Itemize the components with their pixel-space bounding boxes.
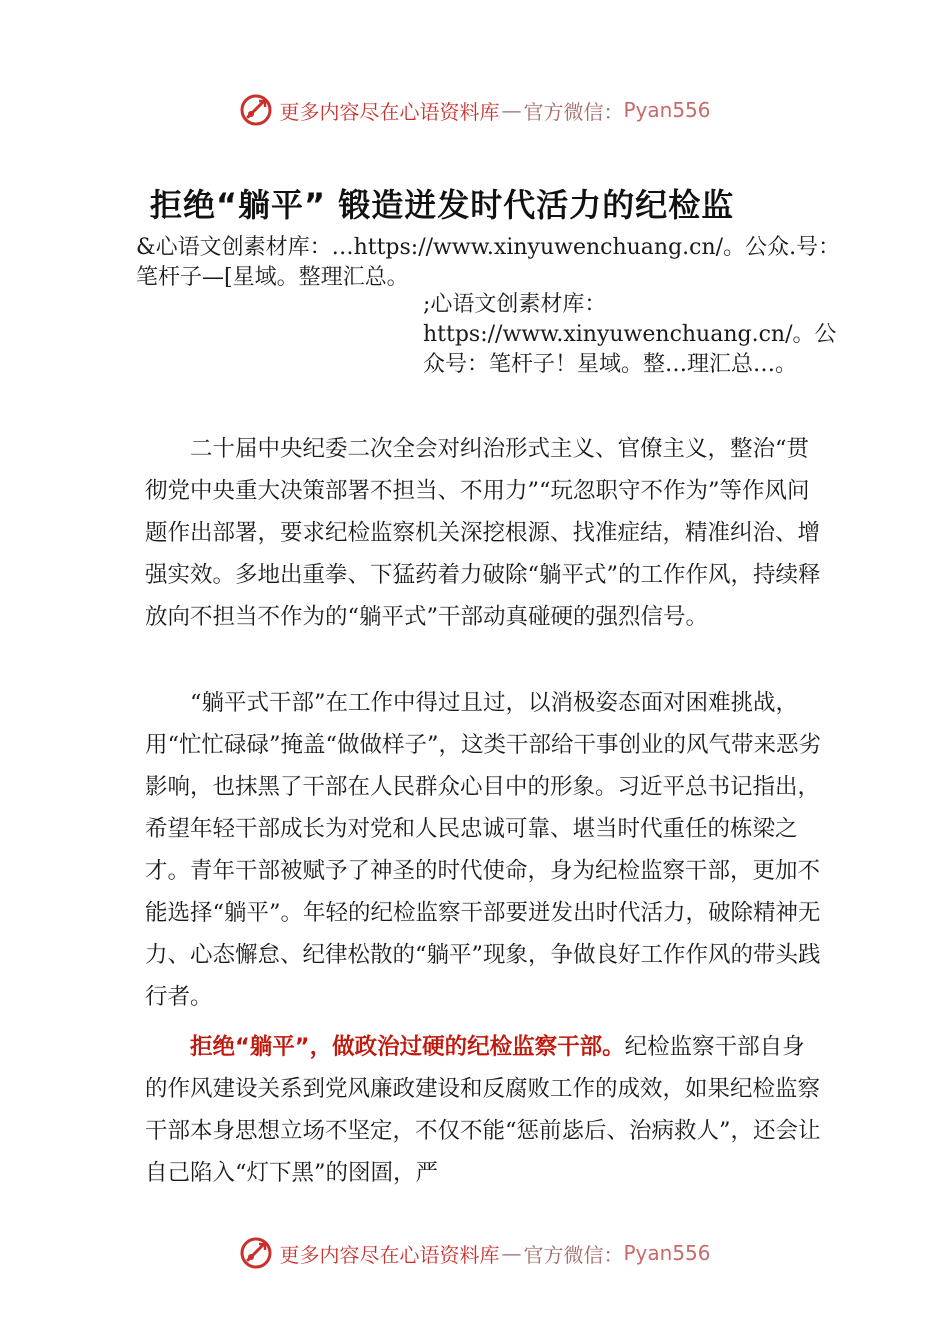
banner-text: 更多内容尽在心语资料库	[279, 1242, 500, 1267]
paragraph-3-text	[145, 1026, 825, 1194]
source-note-1: &心语文创素材库：…https://www.xinyuwenchuang.cn/。公众.号：笔杆子—[星域。整理汇总。	[136, 235, 841, 290]
banner-separator: —	[501, 98, 522, 122]
paragraph-3-highlight: 拒绝“躺平”，做政治过硬的纪检监察干部。	[190, 1034, 625, 1060]
banner-wechat-id: Pyan556	[623, 98, 711, 122]
paragraph-1-text: 二十届中央纪委二次全会对纠治形式主义、官僚主义，整治“贯彻党中央重大决策部署不担当、不用力”“玩忽职守不作为”等作风问题作出部署，要求纪检监察机关深挖根源、找准症结，精准纠治、增强实效。多地出重拳、下猛药着力破除“躺平式”的工作作风，持续释放向不担当不作为的“躺平式”干部动真碰硬的强烈信号。	[145, 436, 821, 630]
header-banner	[0, 90, 950, 130]
paragraph-2-text: “躺平式干部”在工作中得过且过，以消极姿态面对困难挑战，用“忙忙碌碌”掩盖“做做样子”，这类干部给干事创业的风气带来恶劣影响，也抹黑了干部在人民群众心目中的形象。习近平总书记指出，希望年轻干部成长为对党和人民忠诚可靠、堪当时代重任的栋梁之才。青年干部被赋予了神圣的时代使命，身为纪检监察干部，更加不能选择“躺平”。年轻的纪检监察干部要迸发出时代活力，破除精神无力、心态懈怠、纪律松散的“躺平”现象，争做良好工作作风的带头践行者。	[145, 690, 822, 1010]
logo-icon	[239, 1236, 273, 1270]
banner-wechat-label: 官方微信：	[523, 99, 624, 124]
banner-wechat-id: Pyan556	[623, 1241, 711, 1265]
banner-wechat-label: 官方微信：	[523, 1242, 624, 1267]
paragraph-3-body: 纪检监察干部自身的作风建设关系到党风廉政建设和反腐败工作的成效，如果纪检监察干部本身思想立场不坚定，不仅不能“惩前毖后、治病救人”，还会让自己陷入“灯下黑”的囹圄，严	[145, 1034, 821, 1186]
document-title: 拒绝“躺平” 锻造迸发时代活力的纪检监	[150, 186, 735, 224]
banner-separator: —	[501, 1241, 522, 1265]
footer-banner	[0, 1233, 950, 1273]
paragraph-1	[145, 428, 825, 638]
paragraph-3	[145, 1026, 825, 1194]
source-note-2: ;心语文创素材库：https://www.xinyuwenchuang.cn/。公众号：笔杆子！星域。整…理汇总…。	[423, 292, 837, 377]
paragraph-2	[145, 682, 825, 1018]
logo-icon	[239, 93, 273, 127]
banner-text: 更多内容尽在心语资料库	[279, 99, 500, 124]
